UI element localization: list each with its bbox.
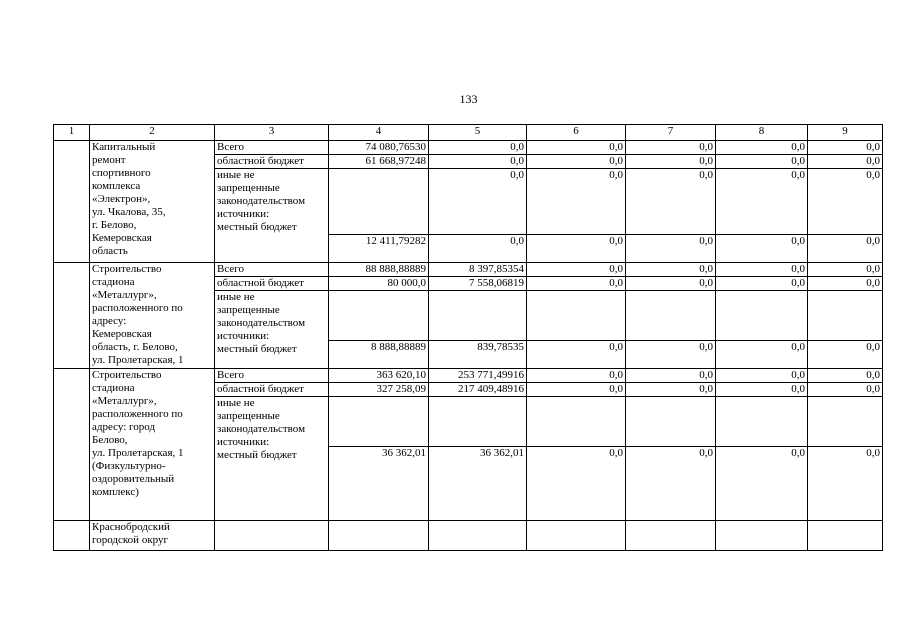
value-cell: 0,0: [716, 277, 808, 291]
source-label: [215, 397, 329, 521]
value-cell: [716, 521, 808, 551]
value-cell: 0,0: [808, 169, 883, 235]
value-cell: 217 409,48916: [429, 383, 527, 397]
value-cell: 327 258,09: [329, 383, 429, 397]
source-label-line: законодательством: [217, 195, 306, 207]
value-cell: 0,0: [716, 383, 808, 397]
source-label-line: источники:: [217, 330, 270, 342]
source-label: областной бюджет: [215, 155, 329, 169]
source-label-line: местный бюджет: [217, 343, 297, 355]
value-cell: 0,0: [527, 263, 626, 277]
source-label: [215, 169, 329, 263]
object-name-line: «Металлург»,: [92, 289, 157, 301]
column-header: 7: [626, 125, 716, 141]
source-label-line: законодательством: [217, 423, 306, 435]
value-cell: [527, 397, 626, 447]
object-name-cell: [90, 141, 215, 263]
value-cell: 0,0: [527, 169, 626, 235]
object-name-line: Строительство: [92, 263, 162, 275]
value-cell: [808, 521, 883, 551]
column-header: 1: [54, 125, 90, 141]
object-name-line: Строительство: [92, 369, 162, 381]
value-cell: 88 888,88889: [329, 263, 429, 277]
value-cell: 0,0: [626, 341, 716, 369]
value-cell: 36 362,01: [329, 447, 429, 521]
table-row: [54, 141, 883, 155]
value-cell: 0,0: [716, 155, 808, 169]
value-cell: [626, 291, 716, 341]
value-cell: [716, 397, 808, 447]
value-cell: [626, 397, 716, 447]
object-name-line: стадиона: [92, 382, 135, 394]
value-cell: 0,0: [527, 447, 626, 521]
value-cell: [808, 291, 883, 341]
value-cell: 0,0: [808, 341, 883, 369]
source-label-line: иные не: [217, 397, 255, 409]
source-label: Всего: [215, 141, 329, 155]
column-header: 2: [90, 125, 215, 141]
value-cell: 36 362,01: [429, 447, 527, 521]
value-cell: 0,0: [527, 155, 626, 169]
value-cell: [626, 521, 716, 551]
object-name-line: г. Белово,: [92, 219, 137, 231]
value-cell: 0,0: [626, 141, 716, 155]
object-name-line: ул. Пролетарская, 1: [92, 447, 184, 459]
value-cell: 0,0: [429, 235, 527, 263]
object-name-cell: [90, 369, 215, 521]
object-name-line: Краснобродский: [92, 521, 170, 533]
value-cell: [527, 521, 626, 551]
source-label-line: иные не: [217, 169, 255, 181]
header-row: [54, 125, 883, 141]
object-name-line: ул. Чкалова, 35,: [92, 206, 166, 218]
value-cell: 0,0: [716, 263, 808, 277]
value-cell: [329, 521, 429, 551]
value-cell: [329, 169, 429, 235]
value-cell: [429, 397, 527, 447]
value-cell: 74 080,76530: [329, 141, 429, 155]
object-name-line: расположенного по: [92, 302, 183, 314]
row-number-cell: [54, 141, 90, 263]
source-label-line: источники:: [217, 208, 270, 220]
object-name-line: адресу: город: [92, 421, 156, 433]
column-header: 3: [215, 125, 329, 141]
source-label-line: законодательством: [217, 317, 306, 329]
object-name-line: (Физкультурно-: [92, 460, 166, 472]
source-label-line: иные не: [217, 291, 255, 303]
value-cell: 0,0: [716, 369, 808, 383]
value-cell: 80 000,0: [329, 277, 429, 291]
source-label-line: запрещенные: [217, 304, 280, 316]
value-cell: 0,0: [429, 169, 527, 235]
value-cell: 12 411,79282: [329, 235, 429, 263]
value-cell: 0,0: [716, 235, 808, 263]
value-cell: 0,0: [626, 155, 716, 169]
value-cell: 0,0: [527, 383, 626, 397]
value-cell: 7 558,06819: [429, 277, 527, 291]
object-name-line: «Электрон»,: [92, 193, 151, 205]
source-label: областной бюджет: [215, 383, 329, 397]
object-name-line: городской округ: [92, 534, 169, 546]
value-cell: [527, 291, 626, 341]
value-cell: 0,0: [527, 141, 626, 155]
value-cell: [716, 291, 808, 341]
value-cell: 61 668,97248: [329, 155, 429, 169]
column-header: 4: [329, 125, 429, 141]
column-header: 5: [429, 125, 527, 141]
source-label-line: местный бюджет: [217, 449, 297, 461]
table-row: [54, 263, 883, 277]
value-cell: 0,0: [808, 277, 883, 291]
object-name-line: комплекс): [92, 486, 139, 498]
object-name-line: оздоровительный: [92, 473, 175, 485]
value-cell: 8 397,85354: [429, 263, 527, 277]
source-label: областной бюджет: [215, 277, 329, 291]
value-cell: 0,0: [808, 155, 883, 169]
value-cell: 0,0: [626, 383, 716, 397]
value-cell: 363 620,10: [329, 369, 429, 383]
source-label-line: запрещенные: [217, 182, 280, 194]
source-label: [215, 291, 329, 369]
object-name-cell: [90, 521, 215, 551]
object-name-line: спортивного: [92, 167, 151, 179]
value-cell: 0,0: [808, 383, 883, 397]
column-header: 9: [808, 125, 883, 141]
source-label: Всего: [215, 369, 329, 383]
value-cell: 0,0: [626, 169, 716, 235]
value-cell: 0,0: [808, 263, 883, 277]
row-number-cell: [54, 369, 90, 521]
object-name-line: Белово,: [92, 434, 128, 446]
value-cell: 0,0: [808, 141, 883, 155]
source-label: Всего: [215, 263, 329, 277]
value-cell: 0,0: [626, 263, 716, 277]
value-cell: [808, 397, 883, 447]
budget-table: [53, 124, 883, 551]
object-name-line: область: [92, 245, 128, 257]
value-cell: 0,0: [716, 341, 808, 369]
value-cell: 0,0: [429, 141, 527, 155]
row-number-cell: [54, 263, 90, 369]
value-cell: 0,0: [626, 447, 716, 521]
object-name-line: комплекса: [92, 180, 141, 192]
source-label-line: источники:: [217, 436, 270, 448]
value-cell: 0,0: [527, 341, 626, 369]
value-cell: 0,0: [527, 369, 626, 383]
value-cell: 0,0: [626, 277, 716, 291]
object-name-line: Кемеровская: [92, 232, 152, 244]
value-cell: 0,0: [716, 141, 808, 155]
value-cell: 8 888,88889: [329, 341, 429, 369]
value-cell: 253 771,49916: [429, 369, 527, 383]
object-name-line: Кемеровская: [92, 328, 152, 340]
value-cell: 0,0: [808, 369, 883, 383]
row-number-cell: [54, 521, 90, 551]
object-name-line: ремонт: [92, 154, 126, 166]
value-cell: 0,0: [527, 235, 626, 263]
value-cell: [429, 521, 527, 551]
table-row: [54, 521, 883, 551]
page-number: 133: [459, 92, 478, 106]
object-name-line: адресу:: [92, 315, 127, 327]
value-cell: [329, 291, 429, 341]
value-cell: 839,78535: [429, 341, 527, 369]
value-cell: 0,0: [626, 369, 716, 383]
value-cell: [329, 397, 429, 447]
value-cell: [215, 521, 329, 551]
object-name-line: ул. Пролетарская, 1: [92, 354, 184, 366]
object-name-line: стадиона: [92, 276, 135, 288]
table-row: [54, 369, 883, 383]
value-cell: 0,0: [527, 277, 626, 291]
value-cell: 0,0: [429, 155, 527, 169]
source-label-line: местный бюджет: [217, 221, 297, 233]
object-name-line: «Металлург»,: [92, 395, 157, 407]
value-cell: 0,0: [626, 235, 716, 263]
value-cell: [429, 291, 527, 341]
value-cell: 0,0: [716, 169, 808, 235]
value-cell: 0,0: [716, 447, 808, 521]
column-header: 6: [527, 125, 626, 141]
object-name-line: Капитальный: [92, 141, 156, 153]
column-header: 8: [716, 125, 808, 141]
value-cell: 0,0: [808, 447, 883, 521]
object-name-line: расположенного по: [92, 408, 183, 420]
object-name-line: область, г. Белово,: [92, 341, 178, 353]
object-name-cell: [90, 263, 215, 369]
source-label-line: запрещенные: [217, 410, 280, 422]
value-cell: 0,0: [808, 235, 883, 263]
